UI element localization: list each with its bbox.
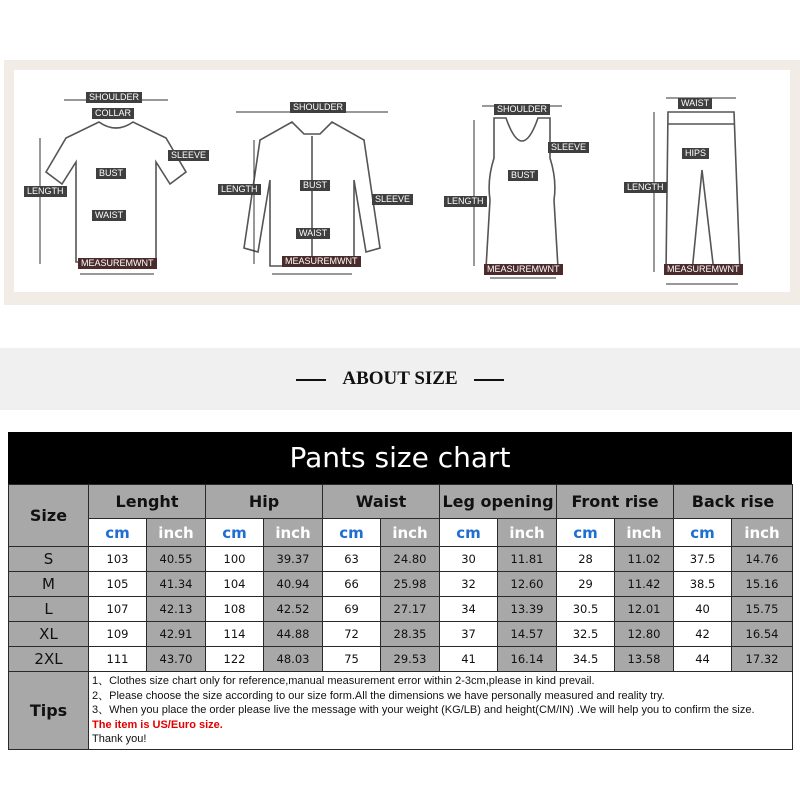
size-column-header: Size — [9, 485, 89, 547]
size-row-label: M — [9, 572, 89, 597]
size-row — [9, 547, 793, 572]
cell-cm: 29 — [557, 572, 615, 597]
tip-2: 2、Please choose the size according to our size form.All the dimensions we have personally measured and reality try. — [92, 689, 665, 702]
cell-cm: 34.5 — [557, 647, 615, 672]
unit-inch: inch — [381, 519, 440, 547]
size-table — [8, 484, 793, 750]
cell-cm: 44 — [674, 647, 732, 672]
group-header-front-rise: Front rise — [557, 485, 674, 519]
cell-inch: 16.14 — [498, 647, 557, 672]
group-header-length: Lenght — [89, 485, 206, 519]
group-header-waist: Waist — [323, 485, 440, 519]
cell-cm: 32 — [440, 572, 498, 597]
cell-inch: 40.94 — [264, 572, 323, 597]
tip-1: 1、Clothes size chart only for reference,manual measurement error within 2-3cm,please in kind prevail. — [92, 675, 595, 687]
cell-cm: 122 — [206, 647, 264, 672]
cell-cm: 30 — [440, 547, 498, 572]
tshirt-sleeve-label: SLEEVE — [168, 150, 209, 161]
shirt-length-label: LENGTH — [218, 184, 261, 195]
tshirt-waist-label: WAIST — [92, 210, 126, 221]
cell-cm: 34 — [440, 597, 498, 622]
unit-cm: cm — [674, 519, 732, 547]
cell-inch: 27.17 — [381, 597, 440, 622]
cell-cm: 40 — [674, 597, 732, 622]
tank-sleeve-label: SLEEVE — [548, 142, 589, 153]
cell-cm: 75 — [323, 647, 381, 672]
cell-inch: 14.76 — [732, 547, 793, 572]
cell-cm: 103 — [89, 547, 147, 572]
cell-cm: 111 — [89, 647, 147, 672]
cell-cm: 37 — [440, 622, 498, 647]
measurement-illustration-panel — [4, 60, 800, 305]
tips-label: Tips — [9, 672, 89, 750]
unit-inch: inch — [147, 519, 206, 547]
cell-cm: 37.5 — [674, 547, 732, 572]
tank-bust-label: BUST — [508, 170, 538, 181]
cell-inch: 13.39 — [498, 597, 557, 622]
shirt-waist-label: WAIST — [296, 228, 330, 239]
cell-inch: 11.42 — [615, 572, 674, 597]
cell-inch: 25.98 — [381, 572, 440, 597]
cell-cm: 69 — [323, 597, 381, 622]
pants-measurement-label: MEASUREMWNT — [664, 264, 743, 275]
cell-cm: 109 — [89, 622, 147, 647]
pants-size-chart — [8, 432, 792, 750]
unit-cm: cm — [557, 519, 615, 547]
tshirt-length-label: LENGTH — [24, 186, 67, 197]
pants-length-label: LENGTH — [624, 182, 667, 193]
cell-cm: 108 — [206, 597, 264, 622]
size-row — [9, 597, 793, 622]
cell-inch: 12.80 — [615, 622, 674, 647]
cell-inch: 29.53 — [381, 647, 440, 672]
size-row — [9, 647, 793, 672]
cell-cm: 28 — [557, 547, 615, 572]
about-size-banner — [0, 348, 800, 410]
pants-waist-label: WAIST — [678, 98, 712, 109]
group-header-back-rise: Back rise — [674, 485, 793, 519]
shirt-bust-label: BUST — [300, 180, 330, 191]
cell-cm: 30.5 — [557, 597, 615, 622]
cell-inch: 16.54 — [732, 622, 793, 647]
cell-inch: 12.01 — [615, 597, 674, 622]
cell-inch: 48.03 — [264, 647, 323, 672]
cell-inch: 11.81 — [498, 547, 557, 572]
group-header-leg-opening: Leg opening — [440, 485, 557, 519]
chart-title: Pants size chart — [8, 432, 792, 484]
unit-cm: cm — [323, 519, 381, 547]
unit-cm: cm — [89, 519, 147, 547]
size-row-label: 2XL — [9, 647, 89, 672]
tank-measurement-label: MEASUREMWNT — [484, 264, 563, 275]
shirt-shoulder-label: SHOULDER — [290, 102, 346, 113]
unit-inch: inch — [264, 519, 323, 547]
cell-inch: 43.70 — [147, 647, 206, 672]
cell-cm: 105 — [89, 572, 147, 597]
cell-cm: 72 — [323, 622, 381, 647]
tshirt-measurement-label: MEASUREMWNT — [78, 258, 157, 269]
cell-cm: 38.5 — [674, 572, 732, 597]
cell-cm: 107 — [89, 597, 147, 622]
cell-inch: 15.16 — [732, 572, 793, 597]
cell-inch: 42.52 — [264, 597, 323, 622]
tshirt-outline — [46, 122, 186, 262]
cell-cm: 63 — [323, 547, 381, 572]
cell-cm: 41 — [440, 647, 498, 672]
cell-inch: 15.75 — [732, 597, 793, 622]
size-row-label: XL — [9, 622, 89, 647]
cell-inch: 11.02 — [615, 547, 674, 572]
tshirt-shoulder-label: SHOULDER — [86, 92, 142, 103]
pants-outline — [666, 112, 740, 272]
cell-cm: 66 — [323, 572, 381, 597]
tank-shoulder-label: SHOULDER — [494, 104, 550, 115]
unit-cm: cm — [206, 519, 264, 547]
size-rows — [9, 547, 793, 672]
cell-inch: 44.88 — [264, 622, 323, 647]
cell-cm: 32.5 — [557, 622, 615, 647]
cell-inch: 24.80 — [381, 547, 440, 572]
shirt-measurement-label: MEASUREMWNT — [282, 256, 361, 267]
tshirt-bust-label: BUST — [96, 168, 126, 179]
cell-inch: 42.13 — [147, 597, 206, 622]
cell-inch: 40.55 — [147, 547, 206, 572]
tshirt-collar-label: COLLAR — [92, 108, 134, 119]
cell-inch: 13.58 — [615, 647, 674, 672]
unit-cm: cm — [440, 519, 498, 547]
cell-inch: 41.34 — [147, 572, 206, 597]
group-header-hip: Hip — [206, 485, 323, 519]
unit-inch: inch — [615, 519, 674, 547]
cell-cm: 42 — [674, 622, 732, 647]
tip-3: 3、When you place the order please live the message with your weight (KG/LB) and height(CM/IN) .We will help you to confirm the size. — [92, 704, 755, 716]
about-size-title: ABOUT SIZE — [342, 368, 458, 389]
cell-inch: 28.35 — [381, 622, 440, 647]
shirt-sleeve-label: SLEEVE — [372, 194, 413, 205]
unit-inch: inch — [498, 519, 557, 547]
tip-thanks: Thank you! — [92, 733, 147, 745]
cell-cm: 100 — [206, 547, 264, 572]
tank-outline — [486, 118, 558, 268]
cell-inch: 42.91 — [147, 622, 206, 647]
tank-length-label: LENGTH — [444, 196, 487, 207]
about-right-rule — [474, 379, 504, 381]
cell-inch: 12.60 — [498, 572, 557, 597]
cell-inch: 17.32 — [732, 647, 793, 672]
size-row-label: S — [9, 547, 89, 572]
size-row — [9, 572, 793, 597]
cell-cm: 114 — [206, 622, 264, 647]
cell-inch: 14.57 — [498, 622, 557, 647]
tips-content — [89, 672, 793, 750]
size-row — [9, 622, 793, 647]
pants-hips-label: HIPS — [682, 148, 709, 159]
size-row-label: L — [9, 597, 89, 622]
cell-cm: 104 — [206, 572, 264, 597]
cell-inch: 39.37 — [264, 547, 323, 572]
unit-inch: inch — [732, 519, 793, 547]
tip-highlight: The item is US/Euro size. — [92, 718, 223, 731]
